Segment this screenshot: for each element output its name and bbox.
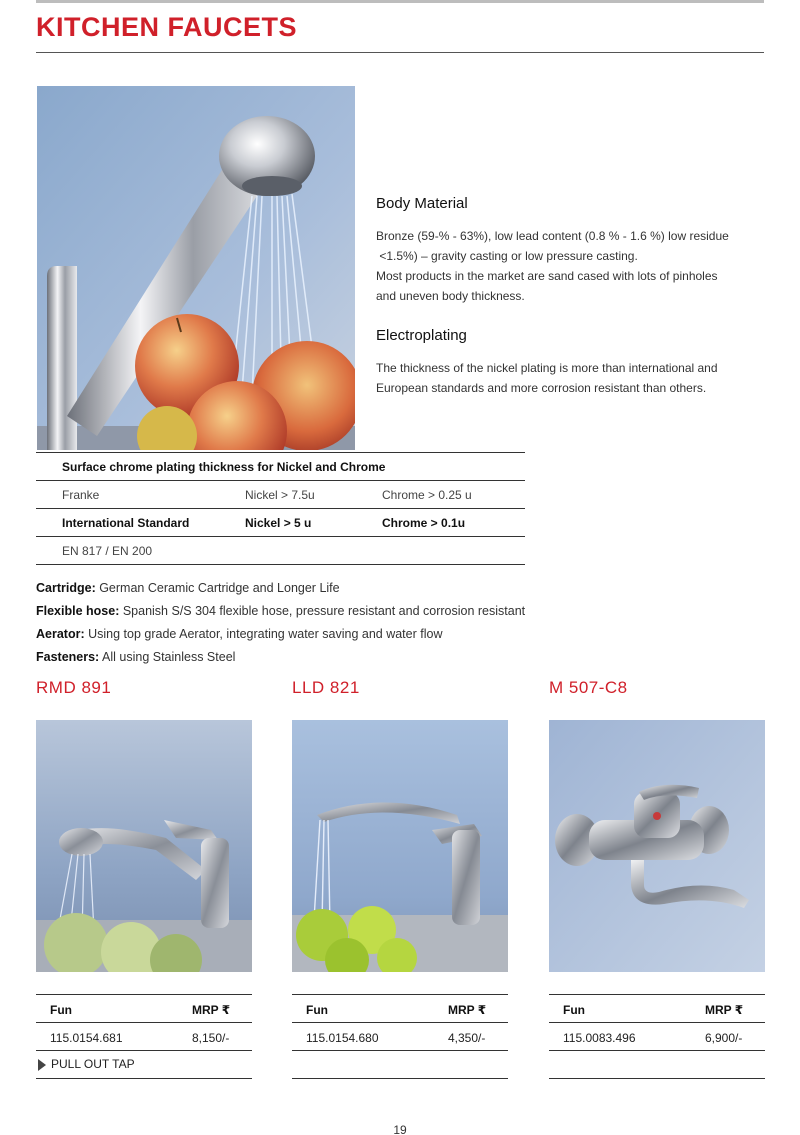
body-material-line: Most products in the market are sand cased with lots of pinholes (376, 269, 718, 283)
product-code: 115.0154.681 (50, 1031, 123, 1045)
spec-cell: Nickel > 5 u (245, 516, 312, 530)
product-price-table (549, 994, 765, 1079)
product-price: 4,350/- (448, 1031, 486, 1045)
product-name: LLD 821 (292, 678, 360, 697)
table-row (292, 1051, 508, 1079)
product-name: RMD 891 (36, 678, 112, 697)
feature-text: All using Stainless Steel (99, 650, 236, 664)
feature-text: German Ceramic Cartridge and Longer Life (95, 581, 340, 595)
col-header-mrp: MRP ₹ (448, 1003, 487, 1017)
product-card-lld-821 (292, 678, 508, 1079)
body-material-heading: Body Material (376, 195, 468, 212)
features-list (36, 577, 764, 669)
triangle-right-icon (38, 1059, 46, 1071)
electroplating-line: The thickness of the nickel plating is more than international and (376, 361, 718, 375)
table-row (292, 1023, 508, 1051)
body-material-line: <1.5%) – gravity casting or low pressure casting. (376, 249, 638, 263)
feature-text: Using top grade Aerator, integrating water saving and water flow (84, 627, 443, 641)
table-row (36, 509, 525, 537)
feature-label: Cartridge: (36, 581, 96, 595)
body-material-line: Bronze (59-% - 63%), low lead content (0.8 % - 1.6 %) low residue (376, 229, 729, 243)
page-title: KITCHEN FAUCETS (36, 12, 298, 42)
product-code: 115.0083.496 (563, 1031, 636, 1045)
hero-faucet-image (37, 86, 355, 450)
feature-fasteners (36, 646, 764, 669)
electroplating-section (376, 327, 766, 398)
feature-label: Flexible hose: (36, 604, 120, 618)
product-price-table (292, 994, 508, 1079)
product-image (36, 720, 252, 972)
spec-table-header (36, 453, 525, 481)
table-row (36, 1051, 252, 1079)
col-header-mrp: MRP ₹ (192, 1003, 231, 1017)
body-material-line: and uneven body thickness. (376, 289, 525, 303)
spec-cell: Chrome > 0.25 u (382, 488, 472, 502)
table-row (549, 1023, 765, 1051)
body-material-section (376, 195, 766, 306)
product-card-m-507-c8 (549, 678, 765, 1079)
table-row (292, 995, 508, 1023)
feature-label: Fasteners: (36, 650, 100, 664)
table-row (36, 1023, 252, 1051)
product-note-text: PULL OUT TAP (51, 1057, 135, 1071)
product-price-table (36, 994, 252, 1079)
spec-cell: Nickel > 7.5u (245, 488, 315, 502)
col-header-fun: Fun (50, 1003, 72, 1017)
page-number: 19 (393, 1123, 407, 1135)
product-name: M 507-C8 (549, 678, 628, 697)
col-header-fun: Fun (563, 1003, 585, 1017)
feature-text: Spanish S/S 304 flexible hose, pressure resistant and corrosion resistant (119, 604, 526, 618)
product-card-rmd-891 (36, 678, 252, 1079)
product-code: 115.0154.680 (306, 1031, 379, 1045)
electroplating-heading: Electroplating (376, 327, 467, 344)
title-rule (36, 52, 764, 53)
col-header-fun: Fun (306, 1003, 328, 1017)
spec-cell: Chrome > 0.1u (382, 516, 466, 530)
top-rule (36, 0, 764, 3)
spec-cell: EN 817 / EN 200 (62, 544, 153, 558)
plating-spec-table (36, 452, 525, 565)
table-row (36, 481, 525, 509)
product-image (549, 720, 765, 972)
electroplating-line: European standards and more corrosion resistant than others. (376, 381, 707, 395)
table-row (549, 995, 765, 1023)
col-header-mrp: MRP ₹ (705, 1003, 744, 1017)
product-price: 6,900/- (705, 1031, 743, 1045)
product-image (292, 720, 508, 972)
table-row (36, 995, 252, 1023)
feature-label: Aerator: (36, 627, 85, 641)
table-row (36, 537, 525, 565)
feature-flexible-hose (36, 600, 764, 623)
spec-cell: International Standard (62, 516, 190, 530)
product-note (38, 1057, 135, 1071)
spec-table-heading: Surface chrome plating thickness for Nickel and Chrome (62, 460, 386, 474)
table-row (549, 1051, 765, 1079)
feature-aerator (36, 623, 764, 646)
product-price: 8,150/- (192, 1031, 230, 1045)
spec-cell: Franke (62, 488, 100, 502)
feature-cartridge (36, 577, 764, 600)
